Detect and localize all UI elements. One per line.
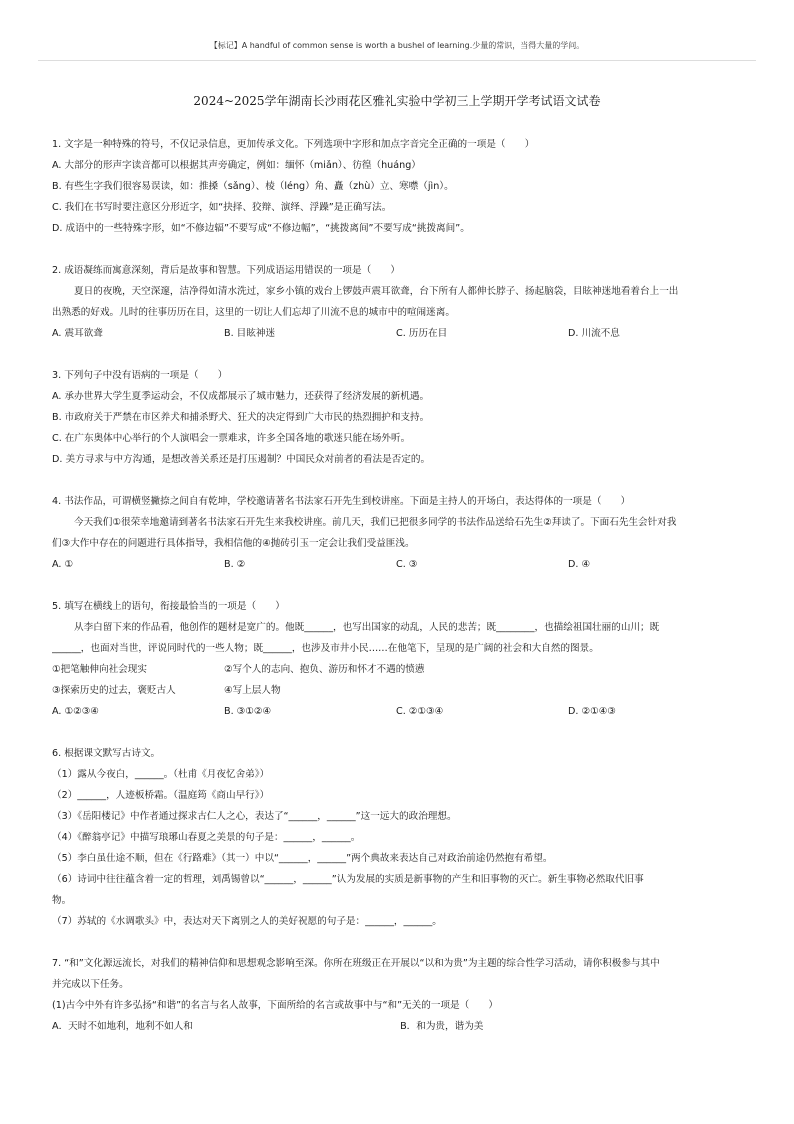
q6-item-5: （5）李白虽仕途不顺，但在《行路难》（其一）中以“______，______”两个典故来表达自己对政治前途仍然抱有希望。	[52, 853, 553, 864]
page-title: 2024~2025学年湖南长沙雨花区雅礼实验中学初三上学期开学考试语文试卷	[193, 94, 601, 108]
q6-item-1: （1）露从今夜白，______。（杜甫《月夜忆舍弟》）	[52, 769, 270, 780]
q2-option-c: C. 历历在目	[396, 328, 448, 339]
q3-option-a: A. 承办世界大学生夏季运动会，不仅成都展示了城市魅力，还获得了经济发展的新机遇。	[52, 391, 430, 402]
q2-option-b: B. 目眩神迷	[224, 328, 276, 339]
q3-option-c: C. 在广东奥体中心举行的个人演唱会一票难求，许多全国各地的歌迷只能在场外听。	[52, 433, 411, 444]
header-divider	[38, 60, 756, 61]
header-motto: 【标记】A handful of common sense is worth a bushel of learning.少量的常识，当得大量的学问。	[209, 41, 585, 50]
q1-option-d: D. 成语中的一些特殊字形，如“不修边辐”不要写成“不修边幅”，“挑拨离间”不要写成“挑拨离间”。	[52, 223, 470, 234]
q6-item-2: （2）______，人迹板桥霜。（温庭筠《商山早行》）	[52, 790, 270, 801]
q7-stem-line-1: 7. “和”文化源远流长，对我们的精神信仰和思想观念影响至深。你所在班级正在开展以“以和为贵”为主题的综合性学习活动，请你积极参与其中	[52, 958, 660, 969]
q3-option-d: D. 美方寻求与中方沟通，是想改善关系还是打压遏制？中国民众对前者的看法是否定的。	[52, 454, 431, 465]
q4-options	[52, 554, 742, 575]
q6-item-3: （3）《岳阳楼记》中作者通过探求古仁人之心，表达了“______，______”这一远大的政治理想。	[52, 811, 457, 822]
q7-sub-question-1: (1)古今中外有许多弘扬“和谐”的名言与名人故事，下面所给的名言或故事中与“和”无关的一项是（ ）	[52, 1000, 499, 1011]
q7-options	[52, 1016, 742, 1037]
question-body	[52, 134, 742, 1037]
q5-items-row-1	[52, 659, 742, 680]
q5-passage-line-1: 从李白留下来的作品看，他创作的题材是宽广的。他既______，也写出国家的动乱，人民的悲苦；既________，也描绘祖国壮丽的山川；既	[74, 622, 660, 633]
q5-option-a: A. ①②③④	[52, 706, 99, 717]
q1-option-b: B. 有些生字我们很容易误读，如：推搡（sǎng）、棱（léng）角、矗（zhù）立、寒噤（jìn）。	[52, 181, 454, 192]
q5-option-b: B. ③①②④	[224, 706, 272, 717]
q5-item-4: ④写上层人物	[224, 685, 281, 696]
q5-stem: 5. 填写在横线上的语句，衔接最恰当的一项是（ ）	[52, 601, 285, 612]
q7-option-a: A．天时不如地利，地利不如人和	[52, 1021, 193, 1032]
q4-passage-line-2: 们③大作中存在的问题进行具体指导，我相信他的④抛砖引玉一定会让我们受益匪浅。	[52, 538, 415, 549]
q2-option-d: D. 川流不息	[568, 328, 620, 339]
q6-stem: 6. 根据课文默写古诗文。	[52, 748, 161, 759]
q4-option-c: C. ③	[396, 559, 418, 570]
q4-option-b: B. ②	[224, 559, 246, 570]
q5-passage-line-2: ______，也面对当世，评说同时代的一些人物；既______，也涉及市井小民……在他笔下，呈现的是广阔的社会和大自然的图景。	[52, 643, 599, 654]
q5-option-c: C. ②①③④	[396, 706, 444, 717]
q3-stem: 3. 下列句子中没有语病的一项是（ ）	[52, 370, 228, 381]
q5-item-2: ②写个人的志向、抱负、游历和怀才不遇的愤懑	[224, 664, 425, 675]
q5-option-d: D. ②①④③	[568, 706, 616, 717]
q2-option-a: A. 震耳欲聋	[52, 328, 103, 339]
q6-item-6: （6）诗词中往往蕴含着一定的哲理，刘禹锡曾以“______，______”认为发展的实质是新事物的产生和旧事物的灭亡。新生事物必然取代旧事	[52, 874, 644, 885]
q5-item-3: ③探索历史的过去，褒贬古人	[52, 685, 176, 696]
q4-option-d: D. ④	[568, 559, 591, 570]
q4-passage-line-1: 今天我们①很荣幸地邀请到著名书法家石开先生来我校讲座。前几天，我们已把很多同学的书法作品送给石先生②拜读了。下面石先生会针对我	[74, 517, 677, 528]
q2-options	[52, 323, 742, 344]
q5-items-row-2	[52, 680, 742, 701]
q1-option-c: C. 我们在书写时要注意区分形近字，如“抉择、狡辩、演绎、浮躁”是正确写法。	[52, 202, 392, 213]
q4-stem: 4. 书法作品，可谓横竖撇捺之间自有乾坤，学校邀请著名书法家石开先生到校讲座。下面是主持人的开场白，表达得体的一项是（ ）	[52, 496, 631, 507]
q6-item-6-cont: 物。	[52, 895, 72, 906]
q1-stem: 1. 文字是一种特殊的符号，不仅记录信息，更加传承文化。下列选项中字形和加点字音完全正确的一项是（ ）	[52, 139, 535, 150]
q5-item-1: ①把笔触伸向社会现实	[52, 664, 147, 675]
q7-option-b: B．和为贵，谐为美	[400, 1021, 484, 1032]
q6-item-4: （4）《醉翁亭记》中描写琅琊山春夏之美景的句子是：______，______。	[52, 832, 361, 843]
q2-stem: 2. 成语凝练而寓意深刻，背后是故事和智慧。下列成语运用错误的一项是（ ）	[52, 265, 400, 276]
q1-option-a: A. 大部分的形声字读音都可以根据其声旁确定，例如：缅怀（miǎn）、彷徨（huáng）	[52, 160, 421, 171]
q5-options	[52, 701, 742, 722]
q4-option-a: A. ①	[52, 559, 74, 570]
q2-passage-line-2: 出熟悉的好戏。儿时的往事历历在目，这里的一切让人们忘却了川流不息的城市中的喧闹迷离。	[52, 307, 455, 318]
q7-stem-line-2: 并完成以下任务。	[52, 979, 129, 990]
q6-item-7: （7）苏轼的《水调歌头》中，表达对天下离别之人的美好祝愿的句子是：______，______。	[52, 916, 442, 927]
q3-option-b: B. 市政府关于严禁在市区养犬和捕杀野犬、狂犬的决定得到广大市民的热烈拥护和支持。	[52, 412, 430, 423]
q2-passage-line-1: 夏日的夜晚，天空深邃，洁净得如清水洗过，家乡小镇的戏台上锣鼓声震耳欲聋，台下所有人都伸长脖子、扬起脑袋，目眩神迷地看着台上一出	[74, 286, 679, 297]
